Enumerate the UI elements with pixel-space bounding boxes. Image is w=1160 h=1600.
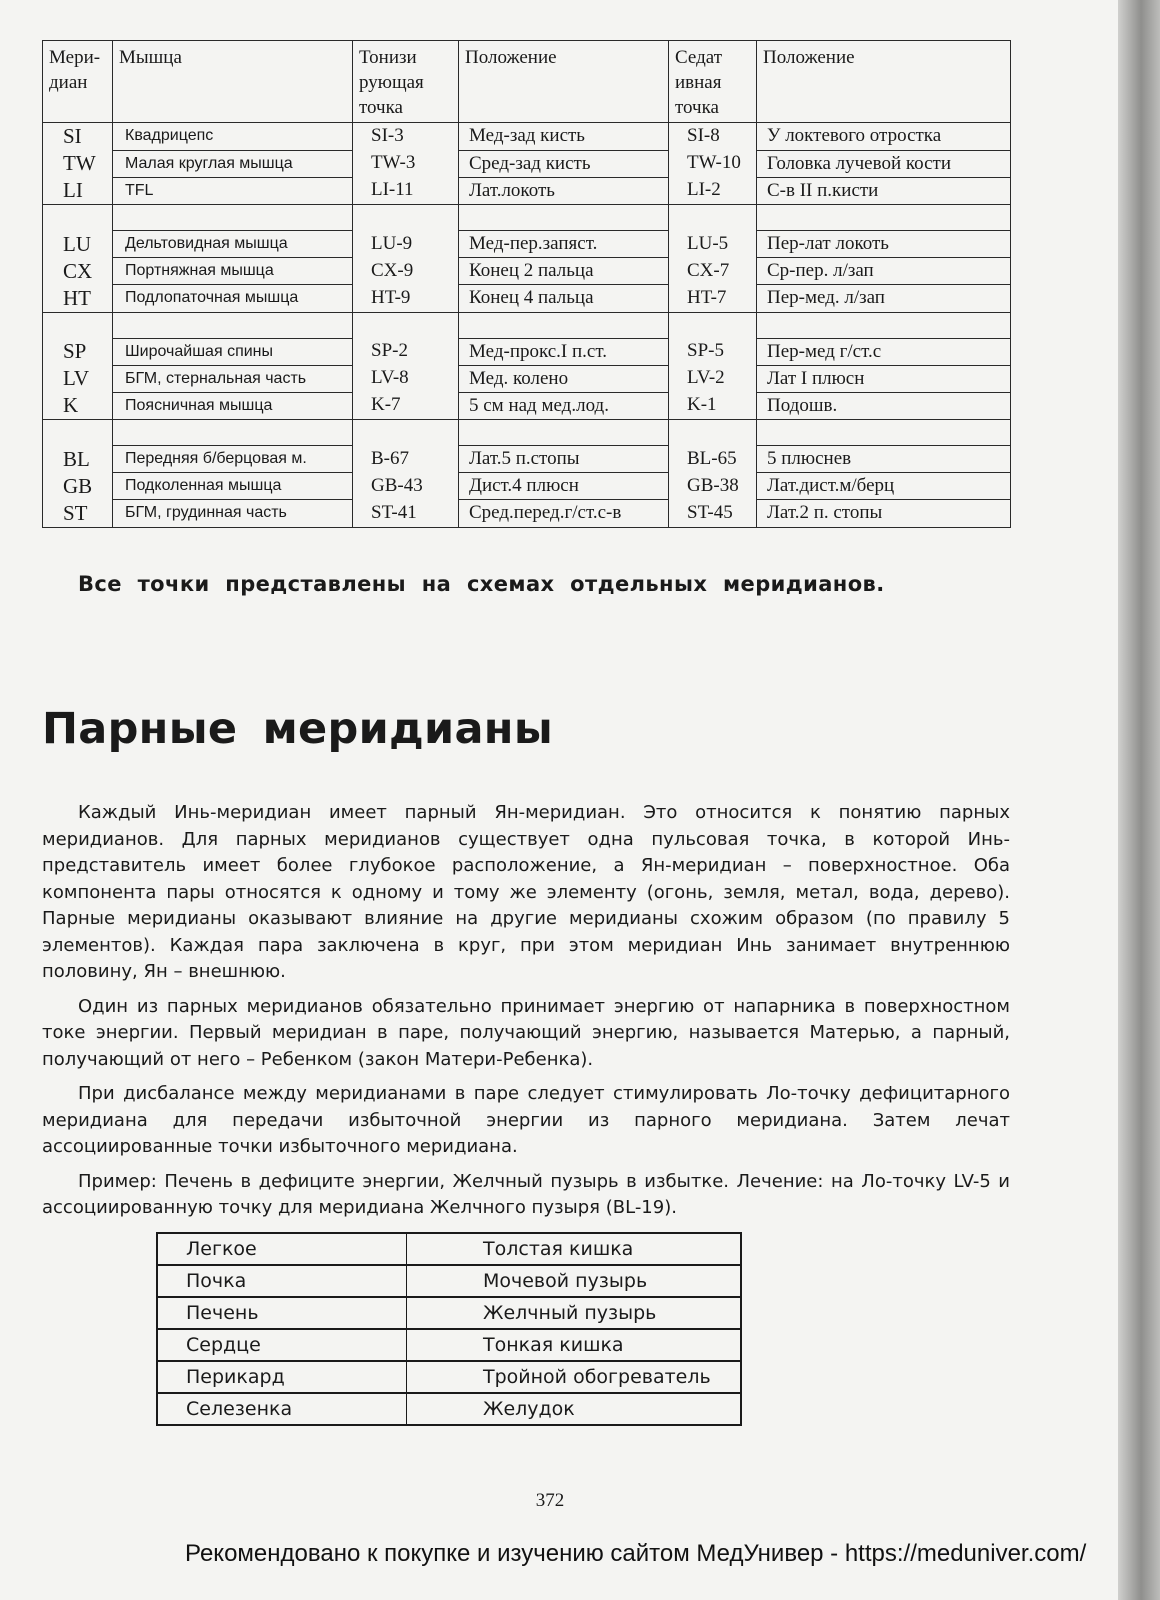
header-muscle: Мышца [113,41,353,123]
meridian-code: CX [43,258,113,285]
header-tonic-position: Положение [459,41,669,123]
table-row [157,1393,741,1425]
sedative-point: LU-5 [669,231,757,258]
tonic-point: CX-9 [353,258,459,285]
empty-cell [459,312,669,338]
header-tonic-point: Тонизи рующая точка [353,41,459,123]
empty-cell [113,420,353,446]
sedative-point: SI-8 [669,123,757,151]
empty-cell [353,205,459,231]
sedative-position: Головка лучевой кости [757,150,1011,177]
yin-organ: Легкое [157,1233,407,1265]
muscle-name: Широчайшая спины [113,338,353,365]
sedative-point: CX-7 [669,258,757,285]
table-spacer-row [43,420,1011,446]
table-row [43,258,1011,285]
sedative-position: Лат.2 п. стопы [757,500,1011,528]
header-sedative-position: Положение [757,41,1011,123]
meridian-code: BL [43,446,113,473]
header-meridian: Мери-диан [43,41,113,123]
tonic-point: LU-9 [353,231,459,258]
sedative-position: Пер-мед. л/зап [757,285,1011,313]
sedative-point: LI-2 [669,177,757,205]
meridian-code: TW [43,150,113,177]
tonic-point: ST-41 [353,500,459,528]
sedative-point: LV-2 [669,365,757,392]
page-number: 372 [535,1490,565,1511]
sedative-position: С-в II п.кисти [757,177,1011,205]
sedative-position: Пер-лат локоть [757,231,1011,258]
paragraph: Пример: Печень в дефиците энергии, Желчный пузырь в избытке. Лечение: на Ло-точку LV-5 и ассоциированную точку для меридиана Желчного пузыря (BL-19). [42,1170,1010,1218]
sedative-position: Пер-мед г/ст.с [757,338,1011,365]
sedative-position: У локтевого отростка [757,123,1011,151]
empty-cell [757,205,1011,231]
table-row [157,1329,741,1361]
tonic-position: Сред-зад кисть [459,150,669,177]
yang-organ: Тройной обогреватель [407,1361,742,1393]
empty-cell [669,420,757,446]
muscle-name: Малая круглая мышца [113,150,353,177]
tonic-position: Лат.5 п.стопы [459,446,669,473]
sedative-point: GB-38 [669,473,757,500]
sedative-point: ST-45 [669,500,757,528]
muscle-name: БГМ, стернальная часть [113,365,353,392]
empty-cell [669,205,757,231]
empty-cell [459,420,669,446]
muscle-name: Передняя б/берцовая м. [113,446,353,473]
tonic-position: Конец 2 пальца [459,258,669,285]
sedative-position: Лат.дист.м/берц [757,473,1011,500]
paired-meridians-table [156,1232,742,1426]
tonic-position: Мед-зад кисть [459,123,669,151]
tonic-position: Сред.перед.г/ст.с-в [459,500,669,528]
empty-cell [459,205,669,231]
empty-cell [113,312,353,338]
yang-organ: Мочевой пузырь [407,1265,742,1297]
muscle-name: Поясничная мышца [113,392,353,420]
footer-recommendation[interactable]: Рекомендовано к покупке и изучению сайтом МедУнивер - https://meduniver.com/ [185,1540,1087,1567]
tonic-point: HT-9 [353,285,459,313]
meridian-code: K [43,392,113,420]
yang-organ: Желчный пузырь [407,1297,742,1329]
meridian-code: GB [43,473,113,500]
empty-cell [669,312,757,338]
tonic-position: 5 см над мед.лод. [459,392,669,420]
empty-cell [113,205,353,231]
table-row [157,1233,741,1265]
body-text [42,800,1010,1230]
muscle-name: TFL [113,177,353,205]
tonic-position: Дист.4 плюсн [459,473,669,500]
tonic-point: SP-2 [353,338,459,365]
sedative-point: TW-10 [669,150,757,177]
yang-organ: Тонкая кишка [407,1329,742,1361]
meridian-points-table [42,40,1011,528]
muscle-name: Подколенная мышца [113,473,353,500]
empty-cell [43,205,113,231]
muscle-name: Дельтовидная мышца [113,231,353,258]
empty-cell [757,420,1011,446]
table-row [43,177,1011,205]
meridian-code: HT [43,285,113,313]
table-row [43,150,1011,177]
section-title: Парные меридианы [42,704,554,754]
meridian-code: LI [43,177,113,205]
table-row [43,473,1011,500]
tonic-position: Мед-пер.запяст. [459,231,669,258]
meridian-code: SP [43,338,113,365]
sedative-point: BL-65 [669,446,757,473]
yin-organ: Почка [157,1265,407,1297]
empty-cell [43,420,113,446]
table-row [43,338,1011,365]
header-sedative-point: Седат ивная точка [669,41,757,123]
meridian-code: SI [43,123,113,151]
muscle-name: Подлопаточная мышца [113,285,353,313]
sedative-point: HT-7 [669,285,757,313]
meridian-code: LV [43,365,113,392]
yin-organ: Сердце [157,1329,407,1361]
table-spacer-row [43,312,1011,338]
table-row [157,1361,741,1393]
table-row [43,285,1011,313]
table-row [43,500,1011,528]
tonic-point: SI-3 [353,123,459,151]
sedative-position: Лат I плюсн [757,365,1011,392]
yin-organ: Перикард [157,1361,407,1393]
table-row [43,446,1011,473]
tonic-point: B-67 [353,446,459,473]
meridian-code: LU [43,231,113,258]
tonic-point: LI-11 [353,177,459,205]
table-row [43,392,1011,420]
tonic-point: LV-8 [353,365,459,392]
sedative-position: Подошв. [757,392,1011,420]
tonic-position: Мед. колено [459,365,669,392]
tonic-position: Мед-прокс.I п.ст. [459,338,669,365]
empty-cell [353,312,459,338]
table-spacer-row [43,205,1011,231]
muscle-name: Портняжная мышца [113,258,353,285]
table-row [157,1297,741,1329]
table-row [43,231,1011,258]
yin-organ: Селезенка [157,1393,407,1425]
table-row [43,365,1011,392]
empty-cell [43,312,113,338]
paragraph: Каждый Инь-меридиан имеет парный Ян-меридиан. Это относится к понятию парных меридианов. Для парных меридианов существует одна пульсовая точка, в которой Инь-представитель имеет более глубокое расположение, а Ян-меридиан – поверхностное. Оба компонента пары относятся к одному и тому же элементу (огонь, земля, метал, вода, дерево). Парные меридианы оказывают влияние на другие меридианы схожим образом (по правилу 5 элементов). Каждая пара заключена в круг, при этом меридиан Инь занимает внутреннюю половину, Ян – внешнюю. [42,802,1010,982]
page-edge-shadow [1118,0,1160,1600]
sedative-position: Ср-пер. л/зап [757,258,1011,285]
table-row [157,1265,741,1297]
yang-organ: Желудок [407,1393,742,1425]
sedative-position: 5 плюснев [757,446,1011,473]
muscle-name: Квадрицепс [113,123,353,151]
muscle-name: БГМ, грудинная часть [113,500,353,528]
tonic-position: Конец 4 пальца [459,285,669,313]
sedative-point: K-1 [669,392,757,420]
note-all-points: Все точки представлены на схемах отдельных меридианов. [78,572,885,596]
table-row [43,123,1011,151]
empty-cell [353,420,459,446]
tonic-point: K-7 [353,392,459,420]
yin-organ: Печень [157,1297,407,1329]
yang-organ: Толстая кишка [407,1233,742,1265]
sedative-point: SP-5 [669,338,757,365]
meridian-code: ST [43,500,113,528]
paragraph: При дисбалансе между меридианами в паре следует стимулировать Ло-точку дефицитарного меридиана для передачи избыточной энергии из парного меридиана. Затем лечат ассоциированные точки избыточного меридиана. [42,1083,1010,1157]
table-header-row [43,41,1011,123]
paragraph: Один из парных меридианов обязательно принимает энергию от напарника в поверхностном токе энергии. Первый меридиан в паре, получающий энергию, называется Матерью, а парный, получающий от него – Ребенком (закон Матери-Ребенка). [42,995,1010,1070]
empty-cell [757,312,1011,338]
tonic-position: Лат.локоть [459,177,669,205]
tonic-point: GB-43 [353,473,459,500]
tonic-point: TW-3 [353,150,459,177]
